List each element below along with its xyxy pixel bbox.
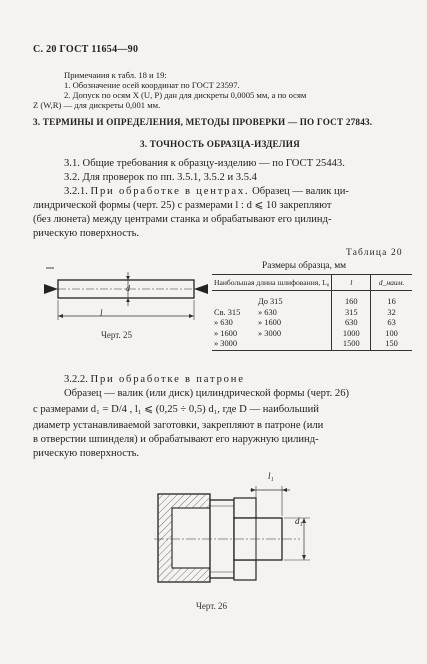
note-item-2: 2. Допуск по осям X (U, P) дан для дискреты 0,0005 мм, а по осям — [64, 90, 307, 100]
table-header-cell: Наибольшая длина шлифования, L₀ — [212, 275, 332, 291]
table-20 — [212, 274, 412, 351]
note-item-2-cont: Z (W,R) — для дискреты 0,001 мм. — [33, 100, 161, 110]
paragraph-3-2-1-line1 — [64, 185, 349, 200]
table-label: Таблица 20 — [346, 248, 403, 258]
section-heading: 3. ТЕРМИНЫ И ОПРЕДЕЛЕНИЯ, МЕТОДЫ ПРОВЕРКИ — ПО ГОСТ 27843. — [33, 117, 373, 127]
paragraph-spaced-title: При обработке в патроне — [90, 374, 245, 385]
paragraph-3-2-2-title — [64, 373, 245, 388]
table-header-cell: l — [332, 275, 371, 291]
paragraph-3-2-2-line4: в отверстии шпинделя) и обрабатывают его наружную цилинд- — [33, 434, 319, 445]
paragraph-3-1: 3.1. Общие требования к образцу-изделию — по ГОСТ 25443. — [64, 158, 345, 169]
paragraph-spaced-title: При обработке в центрах. — [90, 186, 250, 197]
table-header-cell: d_наим. — [371, 275, 412, 291]
note-item-1: 1. Обозначение осей координат по ГОСТ 23597. — [64, 80, 240, 90]
table-row: » 3000 1500 150 — [212, 339, 412, 350]
table-row: » 1600 » 3000 1000 100 — [212, 329, 412, 340]
dimension-label-d: d — [126, 284, 130, 293]
notes-title: Примечания к табл. 18 и 19: — [64, 70, 167, 80]
page-header: С. 20 ГОСТ 11654—90 — [33, 44, 139, 55]
paragraph-3-2-2-line3: диаметр устанавливаемой заготовки, закрепляют в патроне (или — [33, 420, 324, 431]
dimension-label-l1: l₁ — [268, 471, 274, 481]
paragraph-number: 3.2.1. — [64, 186, 88, 197]
figure-26-drawing — [150, 472, 320, 596]
paragraph-3-2-1-line2: линдрической формы (черт. 25) с размерами l : d ⩽ 10 закрепляют — [33, 200, 332, 211]
paragraph-3-2-2-line5: рическую поверхность. — [33, 448, 140, 459]
paragraph-3-2-2-line2: с размерами d₁ = D/4 , l₁ ⩽ (0,25 ÷ 0,5) d₁, где D — наибольший — [33, 404, 319, 415]
subsection-heading: 3. ТОЧНОСТЬ ОБРАЗЦА-ИЗДЕЛИЯ — [140, 139, 300, 149]
paragraph-text: Образец — валик ци- — [252, 186, 349, 197]
paragraph-number: 3.2.2. — [64, 374, 88, 385]
table-row: » 630 » 1600 630 63 — [212, 318, 412, 329]
paragraph-3-2: 3.2. Для проверок по пп. 3.5.1, 3.5.2 и 3.5.4 — [64, 172, 257, 183]
table-header-row — [212, 275, 412, 291]
paragraph-3-2-1-line4: рическую поверхность. — [33, 228, 140, 239]
figure-25-caption: Черт. 25 — [101, 330, 132, 340]
dimension-label-d1: d₁ — [295, 516, 303, 526]
figure-25-drawing — [36, 262, 214, 324]
paragraph-3-2-2-line1: Образец — валик (или диск) цилиндрической формы (черт. 26) — [64, 388, 350, 399]
table-row: Св. 315 » 630 315 32 — [212, 308, 412, 319]
dimension-label-l: l — [100, 308, 103, 318]
table-subtitle: Размеры образца, мм — [262, 261, 347, 271]
table-row: До 315 160 16 — [212, 291, 412, 308]
figure-26-caption: Черт. 26 — [196, 601, 227, 611]
paragraph-3-2-1-line3: (без люнета) между центрами станка и обрабатывают его цилинд- — [33, 214, 332, 225]
